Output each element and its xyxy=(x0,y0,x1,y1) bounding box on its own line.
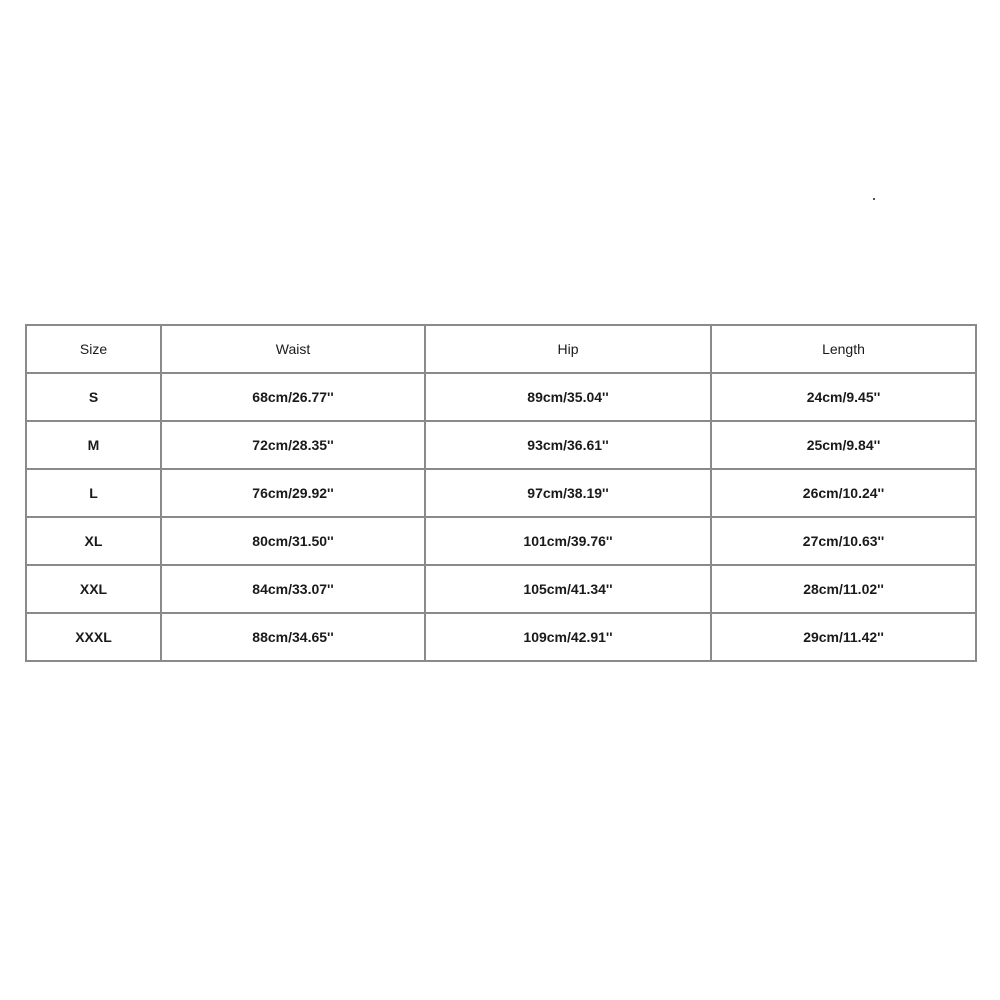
stray-dot xyxy=(873,198,875,200)
cell-size: XL xyxy=(26,517,161,565)
cell-size: S xyxy=(26,373,161,421)
header-waist: Waist xyxy=(161,325,425,373)
cell-waist: 84cm/33.07'' xyxy=(161,565,425,613)
cell-length: 28cm/11.02'' xyxy=(711,565,976,613)
header-size: Size xyxy=(26,325,161,373)
table-row xyxy=(26,517,976,565)
cell-length: 27cm/10.63'' xyxy=(711,517,976,565)
header-row xyxy=(26,325,976,373)
table-row xyxy=(26,613,976,661)
cell-hip: 93cm/36.61'' xyxy=(425,421,711,469)
cell-waist: 76cm/29.92'' xyxy=(161,469,425,517)
cell-size: XXXL xyxy=(26,613,161,661)
table-row xyxy=(26,373,976,421)
cell-hip: 97cm/38.19'' xyxy=(425,469,711,517)
cell-waist: 80cm/31.50'' xyxy=(161,517,425,565)
cell-waist: 68cm/26.77'' xyxy=(161,373,425,421)
header-hip: Hip xyxy=(425,325,711,373)
cell-length: 29cm/11.42'' xyxy=(711,613,976,661)
cell-waist: 72cm/28.35'' xyxy=(161,421,425,469)
cell-hip: 105cm/41.34'' xyxy=(425,565,711,613)
size-chart-body xyxy=(26,373,976,661)
size-chart-table xyxy=(25,324,977,662)
cell-waist: 88cm/34.65'' xyxy=(161,613,425,661)
cell-size: XXL xyxy=(26,565,161,613)
cell-hip: 109cm/42.91'' xyxy=(425,613,711,661)
size-chart-header xyxy=(26,325,976,373)
cell-length: 26cm/10.24'' xyxy=(711,469,976,517)
cell-length: 24cm/9.45'' xyxy=(711,373,976,421)
cell-length: 25cm/9.84'' xyxy=(711,421,976,469)
cell-hip: 101cm/39.76'' xyxy=(425,517,711,565)
table-row xyxy=(26,421,976,469)
header-length: Length xyxy=(711,325,976,373)
table-row xyxy=(26,469,976,517)
cell-hip: 89cm/35.04'' xyxy=(425,373,711,421)
table-row xyxy=(26,565,976,613)
cell-size: M xyxy=(26,421,161,469)
cell-size: L xyxy=(26,469,161,517)
